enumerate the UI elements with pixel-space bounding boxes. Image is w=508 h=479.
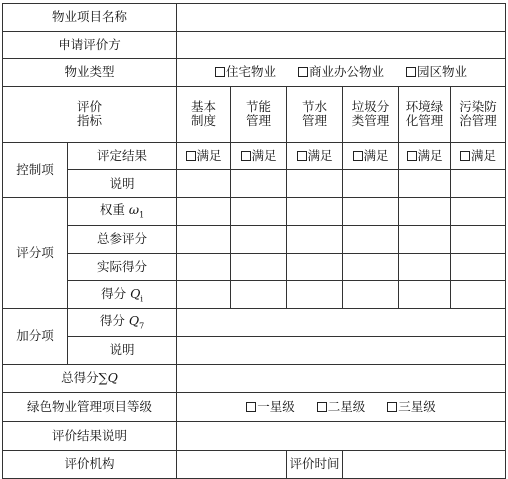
property-type-options	[177, 59, 506, 87]
indicator-basic-system: 基本 制度	[177, 86, 231, 142]
actual-score-label: 实际得分	[68, 253, 177, 281]
level-option-two-star[interactable]: 二星级	[317, 400, 366, 414]
org-field[interactable]	[177, 450, 287, 479]
satisfy-checkbox[interactable]: 满足	[231, 142, 287, 170]
cell[interactable]	[399, 225, 451, 253]
row-control-note	[3, 170, 506, 198]
satisfy-checkbox[interactable]: 满足	[451, 142, 506, 170]
cell[interactable]	[399, 281, 451, 309]
cell[interactable]	[231, 170, 287, 198]
cell[interactable]	[177, 281, 231, 309]
applicant-field[interactable]	[177, 31, 506, 59]
checkbox-icon[interactable]	[246, 402, 256, 412]
cell[interactable]	[451, 225, 506, 253]
cell[interactable]	[451, 281, 506, 309]
indicator-water-saving: 节水 管理	[287, 86, 343, 142]
checkbox-icon[interactable]	[298, 67, 308, 77]
cell[interactable]	[399, 170, 451, 198]
checkbox-icon[interactable]	[460, 151, 470, 161]
project-name-label: 物业项目名称	[3, 4, 177, 32]
row-applicant	[3, 31, 506, 59]
total-score-label: 总得分∑Q	[3, 364, 177, 393]
evaluation-form-table	[2, 3, 506, 479]
indicator-waste-sorting: 垃圾分 类管理	[343, 86, 399, 142]
cell[interactable]	[287, 281, 343, 309]
cell[interactable]	[287, 225, 343, 253]
checkbox-icon[interactable]	[241, 151, 251, 161]
row-project-name	[3, 4, 506, 32]
level-option-one-star[interactable]: 一星级	[246, 400, 295, 414]
cell[interactable]	[287, 198, 343, 226]
result-label: 评定结果	[68, 142, 177, 170]
row-total-reference	[3, 225, 506, 253]
total-score-field[interactable]	[177, 364, 506, 393]
property-type-label: 物业类型	[3, 59, 177, 87]
satisfy-checkbox[interactable]: 满足	[177, 142, 231, 170]
row-control-result	[3, 142, 506, 170]
bonus-score-field[interactable]	[177, 309, 506, 337]
cell[interactable]	[177, 225, 231, 253]
cell[interactable]	[343, 170, 399, 198]
total-reference-label: 总参评分	[68, 225, 177, 253]
weight-label: 权重 $\omega_1$	[68, 198, 177, 226]
applicant-label: 申请评价方	[3, 31, 177, 59]
score-qi-label: 得分 $Q_i$	[68, 281, 177, 309]
indicator-energy-saving: 节能 管理	[231, 86, 287, 142]
level-options	[177, 393, 506, 422]
cell[interactable]	[343, 281, 399, 309]
level-label: 绿色物业管理项目等级	[3, 393, 177, 422]
checkbox-icon[interactable]	[215, 67, 225, 77]
cell[interactable]	[287, 170, 343, 198]
type-option-residential[interactable]: 住宅物业	[215, 65, 276, 79]
bonus-note-label: 说明	[68, 337, 177, 365]
project-name-field[interactable]	[177, 4, 506, 32]
org-label: 评价机构	[3, 450, 177, 479]
cell[interactable]	[231, 253, 287, 281]
score-item-label: 评分项	[3, 198, 68, 309]
cell[interactable]	[399, 198, 451, 226]
time-label: 评价时间	[287, 450, 343, 479]
cell[interactable]	[399, 253, 451, 281]
control-item-label: 控制项	[3, 142, 68, 198]
cell[interactable]	[177, 198, 231, 226]
cell[interactable]	[177, 170, 231, 198]
indicator-header-label: 评价 指标	[3, 86, 177, 142]
checkbox-icon[interactable]	[407, 151, 417, 161]
satisfy-checkbox[interactable]: 满足	[399, 142, 451, 170]
checkbox-icon[interactable]	[406, 67, 416, 77]
row-property-type	[3, 59, 506, 87]
score-q7-label: 得分 $Q_7$	[68, 309, 177, 337]
cell[interactable]	[177, 253, 231, 281]
cell[interactable]	[343, 253, 399, 281]
cell[interactable]	[231, 281, 287, 309]
row-total-score	[3, 364, 506, 393]
row-actual-score	[3, 253, 506, 281]
cell[interactable]	[451, 170, 506, 198]
row-score-qi	[3, 281, 506, 309]
type-option-park[interactable]: 园区物业	[406, 65, 467, 79]
cell[interactable]	[451, 198, 506, 226]
control-note-label: 说明	[68, 170, 177, 198]
row-bonus-note	[3, 337, 506, 365]
cell[interactable]	[231, 198, 287, 226]
type-option-commercial-office[interactable]: 商业办公物业	[298, 65, 384, 79]
indicator-greening: 环境绿 化管理	[399, 86, 451, 142]
cell[interactable]	[343, 225, 399, 253]
cell[interactable]	[287, 253, 343, 281]
cell[interactable]	[451, 253, 506, 281]
row-result-explain	[3, 422, 506, 451]
row-level	[3, 393, 506, 422]
satisfy-checkbox[interactable]: 满足	[343, 142, 399, 170]
checkbox-icon[interactable]	[186, 151, 196, 161]
row-org-time	[3, 450, 506, 479]
time-field[interactable]	[343, 450, 506, 479]
result-explain-field[interactable]	[177, 422, 506, 451]
bonus-item-label: 加分项	[3, 309, 68, 365]
level-option-three-star[interactable]: 三星级	[387, 400, 436, 414]
row-bonus-score	[3, 309, 506, 337]
row-indicator-header	[3, 86, 506, 142]
cell[interactable]	[231, 225, 287, 253]
row-weight	[3, 198, 506, 226]
result-explain-label: 评价结果说明	[3, 422, 177, 451]
satisfy-checkbox[interactable]: 满足	[287, 142, 343, 170]
checkbox-icon[interactable]	[297, 151, 307, 161]
checkbox-icon[interactable]	[353, 151, 363, 161]
bonus-note-field[interactable]	[177, 337, 506, 365]
indicator-pollution-control: 污染防 治管理	[451, 86, 506, 142]
checkbox-icon[interactable]	[387, 402, 397, 412]
checkbox-icon[interactable]	[317, 402, 327, 412]
cell[interactable]	[343, 198, 399, 226]
